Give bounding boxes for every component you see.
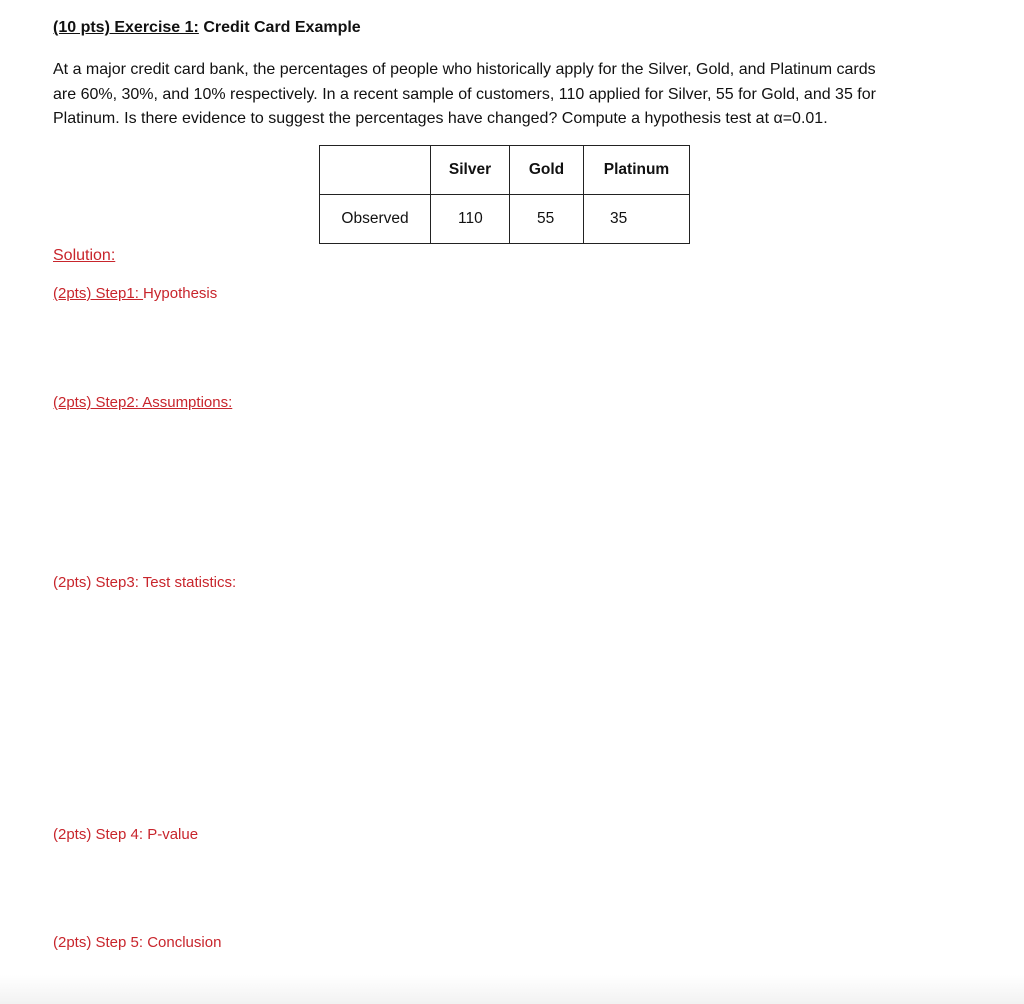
table-row bbox=[320, 195, 690, 244]
step3-test-statistics: (2pts) Step3: Test statistics: bbox=[53, 574, 237, 591]
exercise-prompt bbox=[53, 58, 953, 132]
step2-assumptions: (2pts) Step2: Assumptions: bbox=[53, 394, 233, 411]
step1-hypothesis bbox=[53, 285, 217, 302]
header-platinum: Platinum bbox=[584, 146, 690, 195]
step5-conclusion: (2pts) Step 5: Conclusion bbox=[53, 934, 222, 951]
cell-silver-observed: 110 bbox=[431, 195, 510, 244]
row-label-observed: Observed bbox=[320, 195, 431, 244]
page-bottom-shadow bbox=[0, 975, 1024, 1004]
solution-label: Solution: bbox=[53, 247, 116, 264]
table-corner-cell bbox=[320, 146, 431, 195]
table-header-row bbox=[320, 146, 690, 195]
prompt-line: are 60%, 30%, and 10% respectively. In a recent sample of customers, 110 applied for Silver, 55 for Gold, and 35 for bbox=[53, 85, 876, 103]
header-silver: Silver bbox=[431, 146, 510, 195]
exercise-title: Credit Card Example bbox=[203, 19, 361, 36]
prompt-line: Platinum. Is there evidence to suggest the percentages have changed? Compute a hypothesis test at α=0.01. bbox=[53, 110, 828, 127]
cell-platinum-observed: 35 bbox=[584, 195, 690, 244]
step4-p-value: (2pts) Step 4: P-value bbox=[53, 826, 199, 843]
exercise-points: (10 pts) Exercise 1: bbox=[53, 19, 199, 36]
cell-gold-observed: 55 bbox=[510, 195, 584, 244]
exercise-heading bbox=[53, 19, 361, 37]
prompt-line: At a major credit card bank, the percentages of people who historically apply for the Silver, Gold, and Platinum cards bbox=[53, 61, 876, 78]
observed-counts-table bbox=[319, 145, 690, 244]
header-gold: Gold bbox=[510, 146, 584, 195]
step1-text: Hypothesis bbox=[143, 285, 218, 302]
step1-prefix: (2pts) Step1: bbox=[53, 285, 144, 302]
